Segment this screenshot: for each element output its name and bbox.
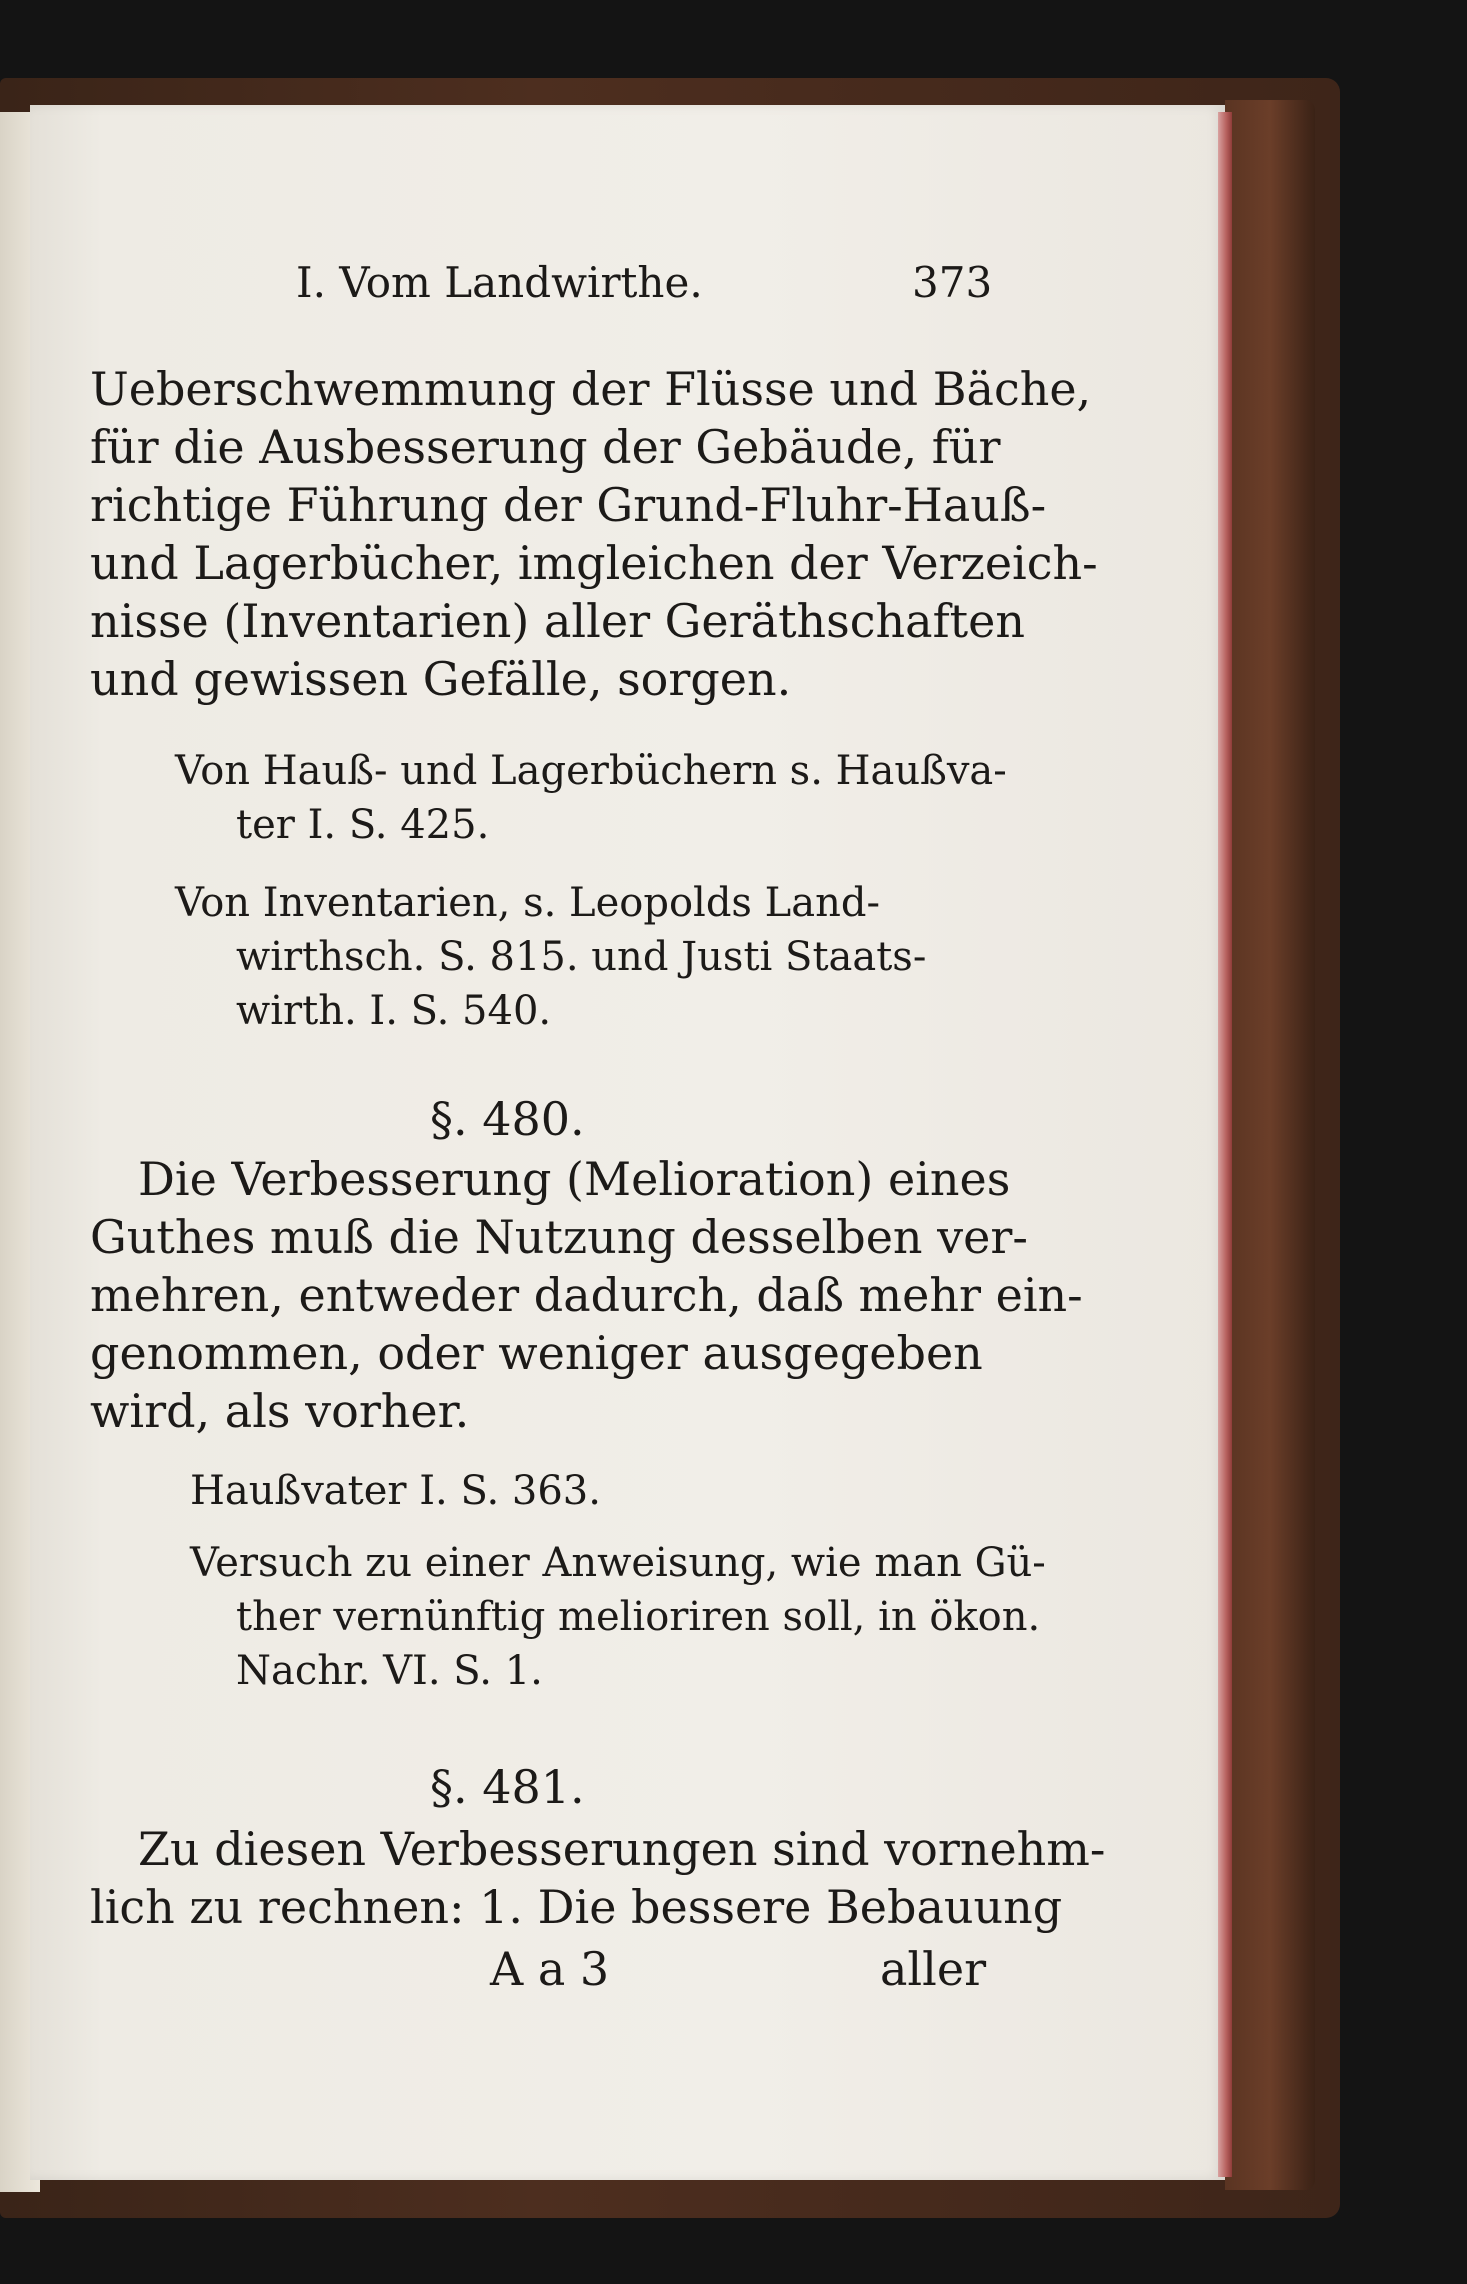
body-line: für die Ausbesserung der Gebäude, für (90, 420, 1001, 474)
section-heading: §. 481. (430, 1760, 585, 1814)
body-line: richtige Führung der Grund-Fluhr-Hauß- (90, 478, 1047, 532)
section-heading: §. 480. (430, 1092, 585, 1146)
catchword: aller (880, 1942, 987, 1996)
body-line: mehren, entweder dadurch, daß mehr ein- (90, 1268, 1083, 1322)
body-line: Ueberschwemmung der Flüsse und Bäche, (90, 362, 1092, 416)
body-line: genommen, oder weniger ausgegeben (90, 1326, 983, 1380)
note-line: ther vernünftig melioriren soll, in ökon. (236, 1594, 1041, 1640)
note-line: ter I. S. 425. (236, 802, 490, 848)
body-line: Guthes muß die Nutzung desselben ver- (90, 1210, 1028, 1264)
note-line: Von Hauß- und Lagerbüchern s. Haußva- (175, 748, 1007, 794)
page-number: 373 (912, 258, 993, 307)
running-head-title: I. Vom Landwirthe. (296, 258, 703, 307)
note-line: wirthsch. S. 815. und Justi Staats- (236, 934, 927, 980)
body-line: und gewissen Gefälle, sorgen. (90, 652, 792, 706)
body-line: Zu diesen Verbesserungen sind vornehm- (138, 1822, 1106, 1876)
note-line: Haußvater I. S. 363. (190, 1468, 601, 1514)
page-edge-red (1218, 112, 1232, 2177)
body-line: und Lagerbücher, imgleichen der Verzeich- (90, 536, 1098, 590)
note-line: Nachr. VI. S. 1. (236, 1648, 543, 1694)
body-line: Die Verbesserung (Melioration) eines (138, 1152, 1011, 1206)
note-line: Von Inventarien, s. Leopolds Land- (175, 880, 880, 926)
note-line: wirth. I. S. 540. (236, 988, 552, 1034)
signature-mark: A a 3 (490, 1942, 610, 1996)
body-line: wird, als vorher. (90, 1384, 470, 1438)
body-line: nisse (Inventarien) aller Geräthschaften (90, 594, 1025, 648)
note-line: Versuch zu einer Anweisung, wie man Gü- (190, 1540, 1046, 1586)
body-line: lich zu rechnen: 1. Die bessere Bebauung (90, 1880, 1063, 1934)
cover-edge (1225, 100, 1315, 2190)
